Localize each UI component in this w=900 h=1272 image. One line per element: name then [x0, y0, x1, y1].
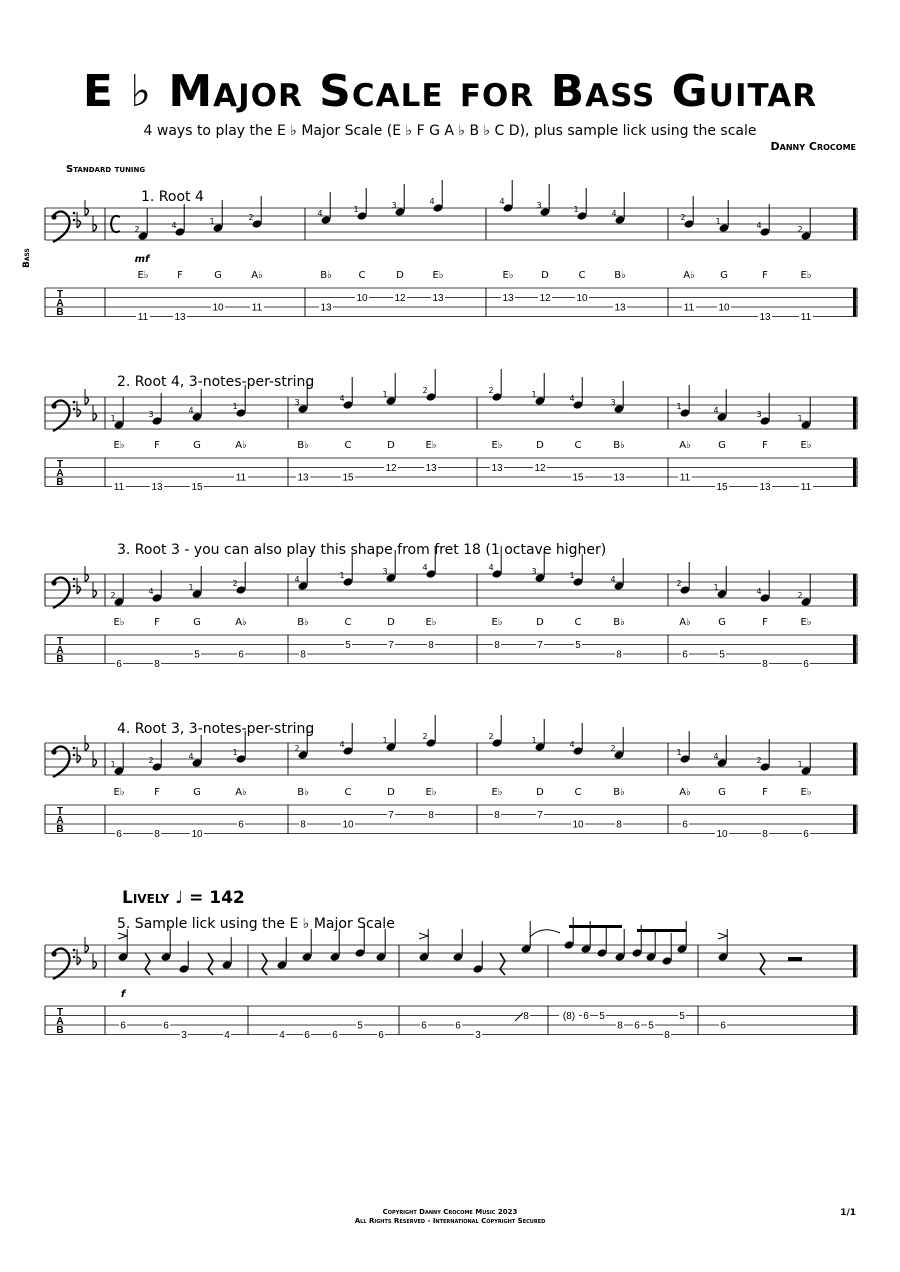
- tab-fret-number: 11: [800, 482, 812, 493]
- note-name: G: [193, 787, 201, 798]
- finger-number: 2: [797, 225, 803, 234]
- key-flat: [93, 413, 97, 421]
- tab-fret-number: 10: [191, 829, 203, 840]
- finger-number: 3: [391, 201, 397, 210]
- tab-fret-number: 6: [421, 1020, 427, 1032]
- tab-letter-a: A: [56, 468, 64, 479]
- note-name: B♭: [320, 270, 332, 281]
- finger-number: 3: [610, 398, 616, 407]
- note-name: A♭: [235, 787, 247, 798]
- tab-fret-number: 11: [683, 302, 695, 314]
- key-flat: [85, 397, 89, 405]
- note-name: E♭: [800, 617, 812, 628]
- tab-fret-number: 8: [428, 810, 434, 821]
- finger-number: 1: [676, 402, 682, 411]
- tab-fret-number: 10: [572, 819, 584, 831]
- tab-fret-number: 8: [617, 1020, 623, 1032]
- bass-clef-dot: [73, 219, 76, 222]
- tab-fret-number: 6: [455, 1020, 461, 1032]
- note-name: E♭: [491, 617, 503, 628]
- finger-number: 4: [339, 740, 345, 749]
- note-name: D: [536, 440, 544, 451]
- finger-number: 4: [294, 575, 300, 584]
- system-3-label: 3. Root 3 - you can also play this shape from fret 18 (1 octave higher): [117, 542, 607, 558]
- note-name: E♭: [425, 617, 437, 628]
- note-name: A♭: [235, 440, 247, 451]
- composer-name: Danny Crocome: [770, 140, 856, 153]
- tab-fret-number: 15: [342, 472, 354, 484]
- tab-fret-number: 5: [599, 1011, 605, 1022]
- tab-fret-number: 13: [425, 463, 437, 474]
- note-name: E♭: [491, 440, 503, 451]
- finger-number: 4: [499, 197, 505, 206]
- note-name: F: [762, 440, 768, 451]
- finger-number: 2: [676, 579, 682, 588]
- tab-fret-number: 7: [537, 640, 543, 651]
- final-tab-barline: [853, 458, 856, 487]
- note-name: E♭: [502, 270, 514, 281]
- finger-number: 2: [610, 744, 616, 753]
- key-flat: [93, 224, 97, 232]
- rest-symbol: [760, 953, 765, 975]
- note-name: G: [214, 270, 222, 281]
- final-tab-barline: [853, 1006, 856, 1035]
- finger-number: 1: [188, 583, 194, 592]
- note-name: E♭: [425, 440, 437, 451]
- tab-fret-number: 4: [224, 1030, 230, 1041]
- note-name: B♭: [297, 440, 309, 451]
- finger-number: 1: [573, 205, 579, 214]
- note-name: D: [536, 617, 544, 628]
- page-title: E ♭ Major Scale for Bass Guitar: [82, 66, 818, 117]
- note-name: B♭: [613, 440, 625, 451]
- tab-letter-t: T: [56, 636, 64, 647]
- note-name: E♭: [113, 617, 125, 628]
- rest-symbol: [145, 953, 150, 975]
- note-name: B♭: [613, 617, 625, 628]
- note-name: D: [387, 440, 395, 451]
- finger-number: 1: [110, 414, 116, 423]
- tab-fret-number: 4: [279, 1030, 285, 1041]
- finger-number: 2: [488, 732, 494, 741]
- finger-number: 1: [382, 390, 388, 399]
- note-name: E♭: [800, 270, 812, 281]
- tab-fret-number: 11: [137, 312, 149, 323]
- note-name: G: [718, 617, 726, 628]
- finger-number: 2: [756, 756, 762, 765]
- note-name: C: [574, 617, 582, 628]
- tab-fret-number: 6: [120, 1020, 126, 1032]
- finger-number: 4: [488, 563, 494, 572]
- finger-number: 2: [797, 591, 803, 600]
- final-barline: [853, 743, 856, 775]
- tab-fret-number: 15: [716, 482, 728, 493]
- copyright-line-1: Copyright Danny Crocome Music 2023: [382, 1208, 518, 1216]
- tab-letter-a: A: [56, 298, 64, 309]
- note-name: E♭: [113, 440, 125, 451]
- finger-number: 4: [756, 587, 762, 596]
- tab-fret-number: 8: [523, 1011, 529, 1022]
- finger-number: 4: [317, 209, 323, 218]
- tab-fret-number: 8: [154, 829, 160, 840]
- finger-number: 1: [232, 402, 238, 411]
- note-name: D: [396, 270, 404, 281]
- finger-number: 2: [148, 756, 154, 765]
- rest-symbol: [262, 953, 267, 975]
- tab-fret-number: 13: [759, 482, 771, 493]
- music-system-1: [45, 180, 857, 323]
- tab-fret-number: 12: [394, 293, 406, 304]
- finger-number: 1: [797, 414, 803, 423]
- note-name: A♭: [679, 440, 691, 451]
- note-name: C: [574, 440, 582, 451]
- finger-number: 2: [422, 386, 428, 395]
- accent-mark: [718, 933, 727, 939]
- final-barline: [853, 574, 856, 606]
- tab-fret-number: 8: [154, 659, 160, 670]
- finger-number: 4: [429, 197, 435, 206]
- bass-clef-dot: [73, 754, 76, 757]
- finger-number: 1: [713, 583, 719, 592]
- finger-number: 1: [531, 736, 537, 745]
- note-name: A♭: [679, 617, 691, 628]
- half-rest: [788, 957, 802, 961]
- final-barline: [853, 208, 856, 240]
- tab-fret-number: 6: [163, 1020, 169, 1032]
- tab-fret-number: 6: [116, 659, 122, 670]
- tab-fret-number: 13: [491, 463, 503, 474]
- key-flat: [93, 590, 97, 598]
- dynamic-f: f: [120, 989, 126, 1000]
- tab-fret-number: 10: [576, 293, 588, 304]
- finger-number: 1: [715, 217, 721, 226]
- tab-fret-number: 3: [181, 1030, 187, 1041]
- tab-fret-number: 6: [238, 649, 244, 661]
- instrument-label: Bass: [22, 248, 32, 268]
- note-name: D: [541, 270, 549, 281]
- note-name: D: [387, 787, 395, 798]
- tab-fret-number: 5: [357, 1020, 363, 1032]
- bass-clef-dot: [73, 408, 76, 411]
- note-name: A♭: [235, 617, 247, 628]
- tab-fret-number: 8: [762, 659, 768, 670]
- tab-fret-number: 10: [342, 819, 354, 831]
- note-name: E♭: [113, 787, 125, 798]
- note-name: B♭: [614, 270, 626, 281]
- tab-fret-number: 13: [174, 312, 186, 323]
- music-system-2: [45, 369, 857, 493]
- beam: [569, 925, 622, 928]
- note-name: E♭: [491, 787, 503, 798]
- note-name: E♭: [137, 270, 149, 281]
- finger-number: 3: [531, 567, 537, 576]
- note-name: A♭: [683, 270, 695, 281]
- finger-number: 4: [569, 740, 575, 749]
- slide-mark: [515, 1013, 523, 1021]
- tab-fret-number: 15: [191, 482, 203, 493]
- tab-fret-number: 8: [428, 640, 434, 651]
- note-name: B♭: [613, 787, 625, 798]
- beam: [637, 929, 686, 932]
- finger-number: 3: [148, 410, 154, 419]
- bass-clef-dot: [73, 401, 76, 404]
- tempo-marking: Lively ♩ = 142: [122, 888, 245, 908]
- finger-number: 2: [294, 744, 300, 753]
- finger-number: 1: [209, 217, 215, 226]
- bass-clef-dot: [73, 747, 76, 750]
- tab-fret-number: 5: [648, 1020, 654, 1032]
- tab-fret-number: 8: [762, 829, 768, 840]
- accent-mark: [118, 933, 127, 939]
- finger-number: 4: [713, 752, 719, 761]
- note-name: C: [344, 440, 352, 451]
- tab-fret-number: 6: [304, 1030, 310, 1041]
- tab-fret-number: 5: [575, 640, 581, 651]
- finger-number: 4: [569, 394, 575, 403]
- finger-number: 2: [680, 213, 686, 222]
- note-name: F: [154, 440, 160, 451]
- tab-fret-number: 6: [116, 829, 122, 840]
- finger-number: 1: [339, 571, 345, 580]
- key-flat: [85, 574, 89, 582]
- bass-clef-dot: [51, 749, 56, 754]
- tab-letter-b: B: [56, 477, 64, 488]
- note-name: G: [193, 440, 201, 451]
- bass-clef-dot: [73, 578, 76, 581]
- note-name: F: [154, 787, 160, 798]
- finger-number: 4: [610, 575, 616, 584]
- finger-number: 4: [713, 406, 719, 415]
- tab-fret-number: 6: [682, 649, 688, 661]
- tab-fret-number: 15: [572, 472, 584, 484]
- tab-letter-t: T: [56, 806, 64, 817]
- finger-number: 2: [488, 386, 494, 395]
- tab-fret-number: 12: [385, 463, 397, 474]
- tab-fret-number: 13: [297, 472, 309, 484]
- tab-letter-b: B: [56, 654, 64, 665]
- tab-fret-number: 11: [113, 482, 125, 493]
- finger-number: 4: [188, 406, 194, 415]
- note-name: F: [762, 617, 768, 628]
- note-name: A♭: [679, 787, 691, 798]
- finger-number: 3: [382, 567, 388, 576]
- finger-number: 4: [148, 587, 154, 596]
- tab-fret-number: 11: [235, 472, 247, 484]
- finger-number: 1: [353, 205, 359, 214]
- finger-number: 1: [110, 760, 116, 769]
- tab-fret-number: 8: [300, 819, 306, 831]
- tab-fret-number: 13: [613, 472, 625, 484]
- note-name: E♭: [432, 270, 444, 281]
- finger-number: 2: [110, 591, 116, 600]
- tab-fret-number: 11: [679, 472, 691, 484]
- finger-number: 4: [611, 209, 617, 218]
- note-name: F: [762, 787, 768, 798]
- note-name: F: [177, 270, 183, 281]
- page-subtitle: 4 ways to play the E ♭ Major Scale (E ♭ F G A ♭ B ♭ C D), plus sample lick using the scale: [143, 123, 757, 139]
- system-4-label: 4. Root 3, 3-notes-per-string: [117, 721, 315, 737]
- tab-fret-number: 6: [720, 1020, 726, 1032]
- tab-fret-number: 8: [494, 640, 500, 651]
- note-name: G: [720, 270, 728, 281]
- bass-clef-dot: [51, 951, 56, 956]
- note-name: D: [387, 617, 395, 628]
- tab-fret-number: 13: [502, 293, 514, 304]
- finger-number: 2: [248, 213, 254, 222]
- tab-fret-number: 7: [388, 810, 394, 821]
- tab-fret-number: 8: [494, 810, 500, 821]
- tab-fret-number: 13: [759, 312, 771, 323]
- system-5-label: 5. Sample lick using the E ♭ Major Scale: [117, 916, 395, 932]
- note-name: C: [344, 787, 352, 798]
- key-flat: [85, 945, 89, 953]
- key-flat: [93, 961, 97, 969]
- finger-number: 1: [676, 748, 682, 757]
- note-name: B♭: [297, 787, 309, 798]
- finger-number: 1: [531, 390, 537, 399]
- bass-clef-dot: [73, 956, 76, 959]
- tab-fret-number: 6: [332, 1030, 338, 1041]
- tab-fret-number: 3: [475, 1030, 481, 1041]
- note-name: E♭: [800, 440, 812, 451]
- system-1-label: 1. Root 4: [141, 189, 204, 205]
- bass-clef-dot: [51, 580, 56, 585]
- note-name: C: [574, 787, 582, 798]
- finger-number: 2: [134, 225, 140, 234]
- tab-letter-t: T: [56, 459, 64, 470]
- tab-fret-number: 6: [682, 819, 688, 831]
- tab-fret-number: 6: [803, 829, 809, 840]
- page-number: 1/1: [840, 1208, 856, 1218]
- tab-letter-b: B: [56, 824, 64, 835]
- note-name: E♭: [425, 787, 437, 798]
- rest-symbol: [208, 953, 213, 975]
- tab-fret-number: 10: [716, 829, 728, 840]
- bass-clef-dot: [51, 214, 56, 219]
- key-flat: [85, 743, 89, 751]
- key-flat: [93, 759, 97, 767]
- note-name: G: [718, 787, 726, 798]
- tab-fret-number: 5: [719, 649, 725, 661]
- copyright-block: [0, 1208, 900, 1226]
- tab-letter-a: A: [56, 645, 64, 656]
- note-name: A♭: [251, 270, 263, 281]
- copyright-line-2: All Rights Reserved - International Copyright Secured: [354, 1217, 546, 1225]
- tab-letter-t: T: [56, 1007, 64, 1018]
- rest-symbol: [500, 953, 505, 975]
- finger-number: 2: [422, 732, 428, 741]
- final-tab-barline: [853, 288, 856, 317]
- tab-letter-b: B: [56, 1025, 64, 1036]
- tab-letter-t: T: [56, 289, 64, 300]
- bass-clef-dot: [51, 403, 56, 408]
- tuning-label: Standard tuning: [66, 164, 146, 175]
- tab-fret-number: 13: [614, 302, 626, 314]
- finger-number: 1: [797, 760, 803, 769]
- tab-fret-number: 6: [634, 1020, 640, 1032]
- note-name: G: [718, 440, 726, 451]
- tab-fret-number: (8): [562, 1011, 576, 1022]
- tab-fret-number: 6: [803, 659, 809, 670]
- tab-fret-number: 7: [537, 810, 543, 821]
- tie: [530, 930, 560, 937]
- tab-fret-number: 12: [534, 463, 546, 474]
- bass-clef-dot: [73, 585, 76, 588]
- finger-number: 4: [756, 221, 762, 230]
- music-system-4: [45, 715, 857, 840]
- tab-fret-number: 10: [718, 302, 730, 314]
- tab-fret-number: 5: [194, 649, 200, 661]
- finger-number: 3: [756, 410, 762, 419]
- final-barline: [853, 397, 856, 429]
- tab-fret-number: 11: [800, 312, 812, 323]
- note-name: D: [536, 787, 544, 798]
- tab-fret-number: 6: [238, 819, 244, 831]
- tab-fret-number: 10: [212, 302, 224, 314]
- note-name: C: [358, 270, 366, 281]
- finger-number: 2: [232, 579, 238, 588]
- final-tab-barline: [853, 805, 856, 834]
- tab-fret-number: 10: [356, 293, 368, 304]
- tab-letter-b: B: [56, 307, 64, 318]
- tab-fret-number: 5: [345, 640, 351, 651]
- tab-fret-number: 7: [388, 640, 394, 651]
- finger-number: 3: [536, 201, 542, 210]
- tab-fret-number: 13: [151, 482, 163, 493]
- note-name: F: [762, 270, 768, 281]
- tab-fret-number: 5: [679, 1011, 685, 1022]
- tab-letter-a: A: [56, 1016, 64, 1027]
- tab-letter-a: A: [56, 815, 64, 826]
- note-name: C: [344, 617, 352, 628]
- finger-number: 1: [232, 748, 238, 757]
- tab-fret-number: 6: [378, 1030, 384, 1041]
- note-name: F: [154, 617, 160, 628]
- tab-fret-number: 8: [616, 819, 622, 831]
- dynamic-mf: mf: [134, 254, 150, 265]
- finger-number: 1: [569, 571, 575, 580]
- tab-fret-number: 13: [320, 302, 332, 314]
- note-name: E♭: [800, 787, 812, 798]
- tab-fret-number: 11: [251, 302, 263, 314]
- tab-fret-number: 12: [539, 293, 551, 304]
- note-name: G: [193, 617, 201, 628]
- tab-fret-number: 6: [583, 1011, 589, 1022]
- finger-number: 4: [171, 221, 177, 230]
- finger-number: 4: [422, 563, 428, 572]
- tab-fret-number: 8: [616, 649, 622, 661]
- final-tab-barline: [853, 635, 856, 664]
- key-flat: [85, 208, 89, 216]
- music-system-3: [45, 546, 857, 670]
- finger-number: 3: [294, 398, 300, 407]
- final-barline: [853, 945, 856, 977]
- music-system-5: [45, 917, 857, 1041]
- finger-number: 1: [382, 736, 388, 745]
- system-2-label: 2. Root 4, 3-notes-per-string: [117, 374, 315, 390]
- tab-fret-number: 8: [300, 649, 306, 661]
- finger-number: 4: [188, 752, 194, 761]
- note-name: C: [578, 270, 586, 281]
- bass-clef-dot: [73, 212, 76, 215]
- finger-number: 4: [339, 394, 345, 403]
- tab-fret-number: 13: [432, 293, 444, 304]
- accent-mark: [419, 933, 428, 939]
- tab-fret-number: 8: [664, 1030, 670, 1041]
- bass-clef-dot: [73, 949, 76, 952]
- note-name: B♭: [297, 617, 309, 628]
